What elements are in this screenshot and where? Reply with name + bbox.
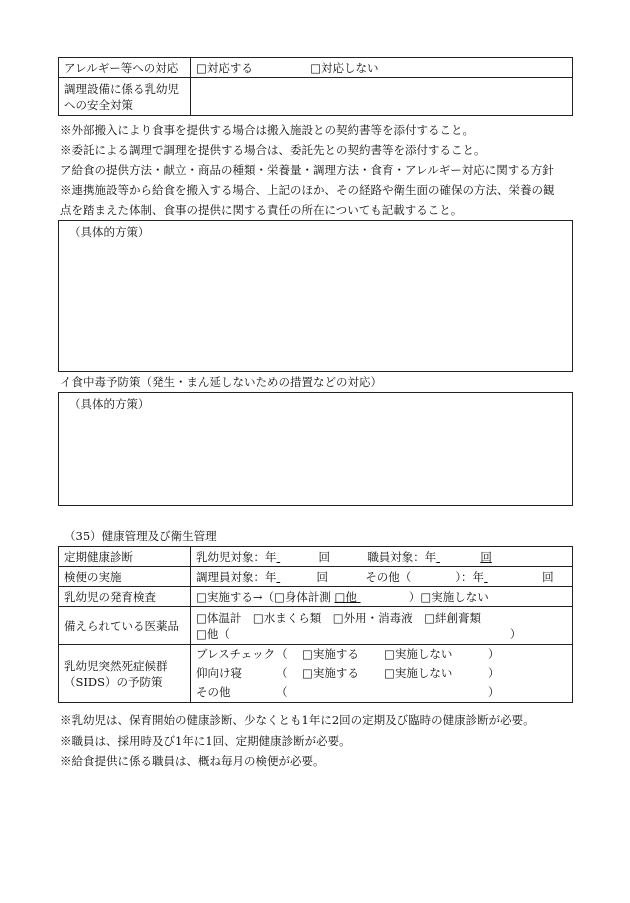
- cook-stool-count[interactable]: [277, 569, 317, 585]
- sids-label: 乳幼児突然死症候群 （SIDS）の予防策: [59, 645, 191, 703]
- allergy-options: [191, 58, 573, 78]
- checkup-values: 乳幼児対象：年 回 職員対象：年 回: [191, 547, 573, 567]
- other-stool-count[interactable]: [484, 569, 542, 585]
- allergy-option-no[interactable]: □対応しない: [310, 60, 379, 75]
- growth-check-values: □実施する→（□身体計測 □他 ）□実施しない: [191, 587, 573, 607]
- note-partner-facility-1: ※連携施設等から給食を搬入する場合、上記のほか、その経路や衛生面の確保の方法、栄養の観: [60, 183, 555, 197]
- medicine-values: [191, 607, 573, 645]
- stool-test-label: 検便の実施: [59, 567, 191, 587]
- section-35-heading: （35）健康管理及び衛生管理: [64, 529, 217, 543]
- allergy-label: アレルギー等への対応: [59, 58, 191, 78]
- allergy-option-yes[interactable]: □対応する: [196, 60, 253, 75]
- health-management-table: [58, 546, 573, 703]
- meal-policy-box[interactable]: [58, 220, 573, 372]
- sids-other[interactable]: その他 （ ）: [196, 685, 500, 699]
- sids-breath-check[interactable]: ブレスチェック（ □実施する □実施しない ）: [196, 647, 500, 661]
- note-outsourced-cooking: ※委託による調理で調理を提供する場合は、委託先との契約書等を添付すること。: [60, 143, 486, 157]
- note-partner-facility-2: 点を踏まえた体制、食事の提供に関する責任の所在についても記載すること。: [60, 203, 463, 217]
- note-stool-test: ※給食提供に係る職員は、概ね毎月の検便が必要。: [60, 754, 325, 768]
- note-external-delivery: ※外部搬入により食事を提供する場合は搬入施設との契約書等を添付すること。: [60, 123, 474, 137]
- food-poisoning-heading: イ食中毒予防策（発生・まん延しないための措置などの対応）: [60, 375, 382, 389]
- meal-policy-box-label: （具体的方策）: [69, 225, 150, 239]
- sids-values: [191, 645, 573, 703]
- medicine-label: 備えられている医薬品: [59, 607, 191, 645]
- checkup-label: 定期健康診断: [59, 547, 191, 567]
- note-child-checkup: ※乳幼児は、保育開始の健康診断、少なくとも1年に2回の定期及び臨時の健康診断が必要。: [60, 713, 535, 727]
- food-poisoning-box[interactable]: [58, 392, 573, 506]
- growth-check-label: 乳幼児の発育検査: [59, 587, 191, 607]
- cooking-safety-field[interactable]: [191, 78, 573, 116]
- child-checkup-count[interactable]: [277, 549, 319, 565]
- note-staff-checkup: ※職員は、採用時及び1年に1回、定期健康診断が必要。: [60, 734, 351, 748]
- allergy-cooking-table: [58, 57, 573, 116]
- cooking-safety-label: 調理設備に係る乳幼児 への安全対策: [59, 78, 191, 116]
- growth-other-field[interactable]: [357, 589, 409, 605]
- staff-checkup-count[interactable]: [436, 549, 480, 565]
- sids-supine-sleep[interactable]: 仰向け寝 （ □実施する □実施しない ）: [196, 666, 500, 680]
- stool-test-values: 調理員対象：年 回 その他（ ）：年 回: [191, 567, 573, 587]
- meal-policy-heading: ア給食の提供方法・献立・商品の種類・栄養量・調理方法・食育・アレルギー対応に関する方針: [60, 163, 554, 177]
- food-poisoning-box-label: （具体的方策）: [69, 397, 150, 411]
- medicine-checklist[interactable]: □体温計 □水まくら類 □外用・消毒液 □絆創膏類: [196, 610, 481, 625]
- medicine-other[interactable]: □他（ ）: [196, 626, 522, 641]
